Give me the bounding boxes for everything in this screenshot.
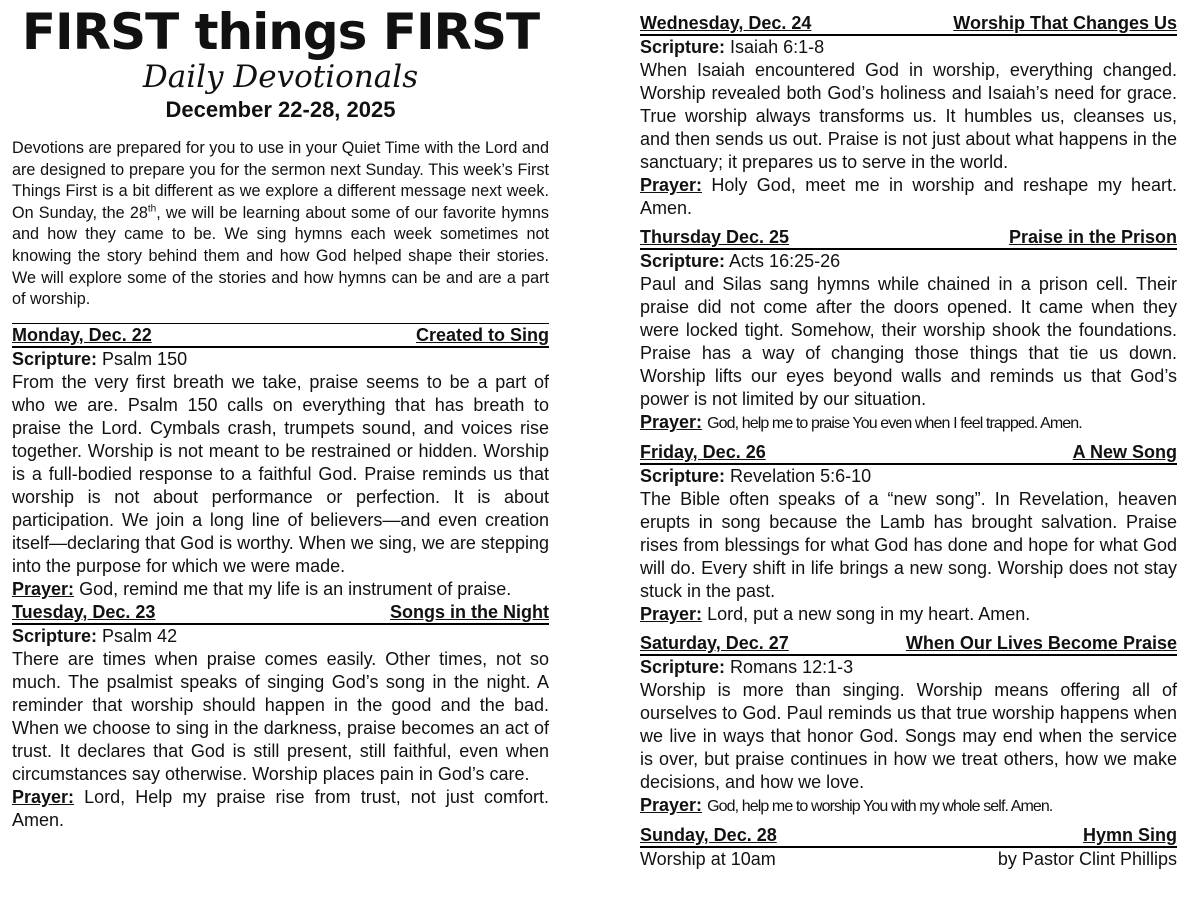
scripture-label: Scripture:	[640, 466, 726, 486]
scripture-line	[12, 625, 549, 648]
devotion-thursday	[640, 226, 1177, 435]
prayer-line	[640, 411, 1177, 435]
devotion-body: Worship is more than singing. Worship means offering all of ourselves to God. Paul reminds us that true worship happens when we live in ways that honor God. Songs may end when the service is over, but praise continues in how we treat others, how we make decisions, and how we love.	[640, 680, 1177, 792]
prayer-line	[12, 786, 549, 832]
newsletter-title: FIRST things FIRST	[21, 3, 540, 61]
scripture-label: Scripture:	[12, 625, 98, 646]
day-label: Saturday, Dec. 27	[640, 633, 789, 653]
preacher: by Pastor Clint Phillips	[997, 849, 1177, 869]
devotion-wednesday	[640, 12, 1177, 220]
devotion-body: When Isaiah encountered God in worship, everything changed. Worship revealed both God’s holiness and Isaiah’s need for grace. True worship always transforms us. It humbles us, cleanses us, and then sends us out. Praise is not just about what happens in the sanctuary; it prepares us to serve in the world.	[640, 60, 1177, 172]
day-theme: A New Song	[1072, 442, 1177, 462]
prayer-label: Prayer:	[12, 578, 75, 599]
devotion-body: The Bible often speaks of a “new song”. In Revelation, heaven erupts in song because the Lamb has brought salvation. Praise rises from blessings for what God has done and hope for what God will do. Every shift in life brings a new song. Worship does not stay stuck in the past.	[640, 489, 1177, 601]
scripture-line	[640, 36, 1177, 59]
devotion-body: From the very first breath we take, praise seems to be a part of who we are. Psalm 150 calls on everything that has breath to praise the Lord. Cymbals crash, trumpets sound, and voices rise together. Worship is not meant to be restrained or hidden. Worship is a full-bodied response to a faithful God. Praise reminds us that worship is not about performance or perfection. It is about participation. We join a long line of believers—and even creation itself—declaring that God is worthy. When we sing, we are stepping into the purpose for which we were made.	[12, 371, 549, 576]
day-header	[12, 324, 549, 348]
devotion-body: Paul and Silas sang hymns while chained in a prison cell. Their praise did not come after the doors opened. It came when they were locked tight. Somehow, their worship shook the foundations. Praise has a way of changing those things that tie us down. Worship lifts our eyes beyond walls and reminds us that God’s power is not limited by our situation.	[640, 274, 1177, 409]
prayer-text: Lord, put a new song in my heart. Amen.	[707, 604, 1031, 624]
day-header	[640, 226, 1177, 250]
scripture-line	[640, 656, 1177, 679]
scripture-ref: Isaiah 6:1-8	[730, 37, 825, 57]
prayer-text: Holy God, meet me in worship and reshape my heart. Amen.	[640, 175, 1177, 218]
prayer-text: God, help me to praise You even when I feel trapped. Amen.	[707, 415, 1082, 432]
left-column	[12, 0, 549, 832]
day-theme: Worship That Changes Us	[953, 13, 1177, 33]
day-label: Wednesday, Dec. 24	[640, 13, 812, 33]
intro-paragraph	[12, 138, 549, 311]
day-label: Sunday, Dec. 28	[640, 825, 777, 845]
scripture-ref: Revelation 5:6-10	[730, 466, 872, 486]
day-header	[640, 441, 1177, 465]
scripture-label: Scripture:	[640, 37, 726, 57]
right-column	[640, 0, 1177, 871]
devotion-friday	[640, 441, 1177, 626]
prayer-line	[640, 603, 1177, 626]
devotion-monday	[12, 324, 549, 601]
scripture-ref: Acts 16:25-26	[729, 251, 841, 271]
day-theme: Created to Sing	[415, 324, 549, 345]
prayer-label: Prayer:	[640, 604, 703, 624]
scripture-ref: Psalm 42	[102, 625, 178, 646]
day-label: Monday, Dec. 22	[12, 324, 152, 345]
day-header	[640, 824, 1177, 848]
devotion-saturday	[640, 632, 1177, 818]
day-label: Tuesday, Dec. 23	[12, 601, 156, 622]
prayer-line	[640, 174, 1177, 220]
prayer-text: God, remind me that my life is an instrument of praise.	[79, 578, 512, 599]
day-label: Friday, Dec. 26	[640, 442, 766, 462]
devotion-sunday	[640, 824, 1177, 871]
day-theme: Hymn Sing	[1082, 825, 1177, 845]
prayer-text: Lord, Help my praise rise from trust, not just comfort. Amen.	[12, 786, 549, 830]
service-info	[640, 848, 1177, 871]
scripture-line	[12, 348, 549, 371]
prayer-label: Prayer:	[12, 786, 75, 807]
day-header	[12, 601, 549, 625]
scripture-line	[640, 465, 1177, 488]
devotion-tuesday	[12, 601, 549, 832]
day-theme: Songs in the Night	[390, 601, 549, 622]
prayer-line	[12, 578, 549, 601]
intro-text-2: , we will be learning about some of our favorite hymns and how they came to be. We sing hymns each week sometimes not knowing the story behind them and how God helped shape their stories. We will explore some of the stories and how hymns can be and are a part of worship.	[12, 203, 549, 309]
intro-text-1: Devotions are prepared for you to use in your Quiet Time with the Lord and are designed to prepare you for the sermon next Sunday. This week’s First Things First is a bit different as we explore a different message next week. On Sunday, the 28	[12, 139, 549, 222]
prayer-label: Prayer:	[640, 175, 703, 195]
prayer-label: Prayer:	[640, 412, 703, 432]
devotion-body: There are times when praise comes easily. Other times, not so much. The psalmist speaks of singing God’s song in the night. A reminder that worship should happen in the good and the bad. When we choose to sing in the darkness, praise becomes an act of trust. It declares that God is still present, still faithful, even when circumstances say otherwise. Worship places pain in God’s care.	[12, 648, 549, 784]
day-theme: When Our Lives Become Praise	[905, 633, 1177, 653]
intro-superscript: th	[147, 203, 157, 215]
day-header	[640, 632, 1177, 656]
service-time: Worship at 10am	[640, 849, 776, 869]
day-label: Thursday Dec. 25	[640, 227, 790, 247]
scripture-label: Scripture:	[12, 348, 98, 369]
scripture-ref: Romans 12:1-3	[730, 657, 854, 677]
scripture-label: Scripture:	[640, 657, 726, 677]
prayer-text: God, help me to worship You with my whole self. Amen.	[707, 798, 1053, 815]
scripture-label: Scripture:	[640, 251, 726, 271]
day-theme: Praise in the Prison	[1008, 227, 1177, 247]
day-header	[640, 12, 1177, 36]
prayer-line	[640, 794, 1177, 818]
prayer-label: Prayer:	[640, 795, 703, 815]
newsletter-subtitle: Daily Devotionals	[142, 59, 419, 95]
scripture-ref: Psalm 150	[102, 348, 188, 369]
date-range: December 22-28, 2025	[165, 97, 396, 122]
scripture-line	[640, 250, 1177, 273]
